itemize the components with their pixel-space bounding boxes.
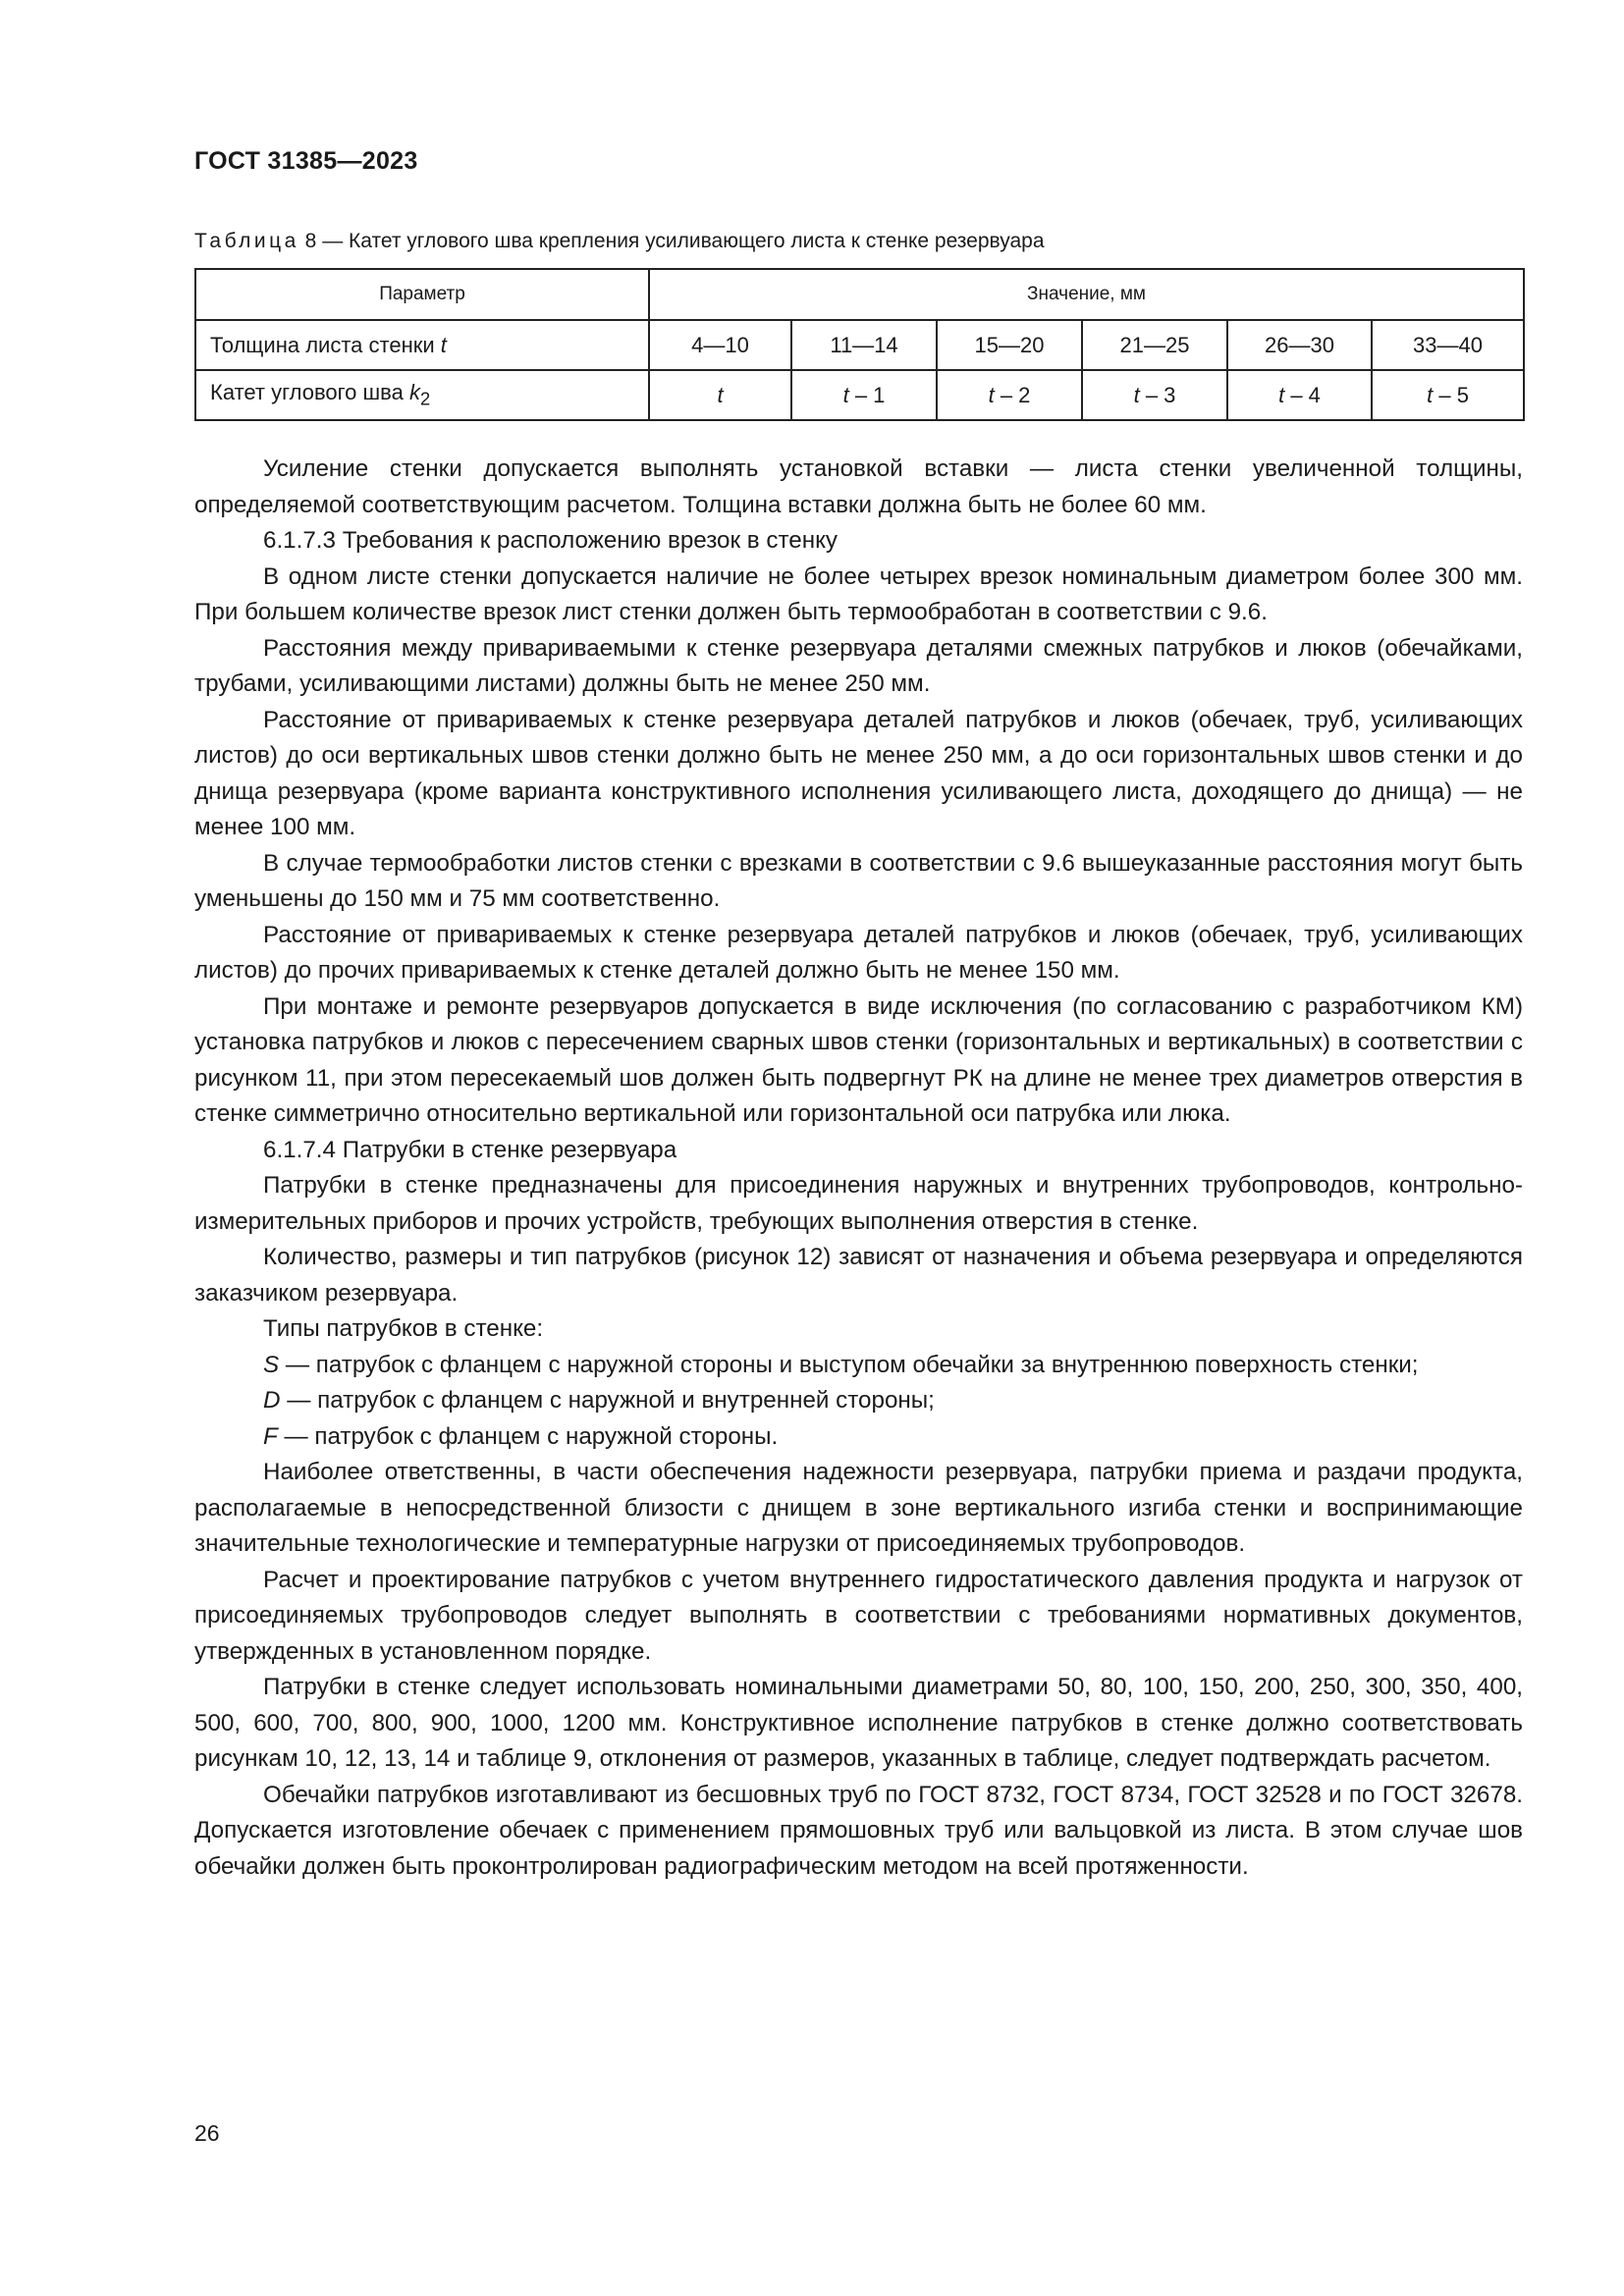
table-cell bbox=[1372, 370, 1524, 420]
list-item bbox=[194, 1419, 1523, 1456]
cell-variable: t bbox=[1278, 382, 1285, 407]
list-item bbox=[194, 1348, 1523, 1384]
table-cell bbox=[791, 370, 937, 420]
paragraph: Патрубки в стенке следует использовать номинальными диаметрами 50, 80, 100, 150, 200, 250, 300, 350, 400, 500, 600, 700, 800, 900, 1000, 1200 мм. Конструктивное исполнение патрубков в стенке должно соответствовать рисункам 10, 12, 13, 14 и таблице 9, отклонения от размеров, указанных в таблице, следует подтверждать расчетом. bbox=[194, 1674, 1523, 1772]
cell-rest: – 4 bbox=[1284, 382, 1321, 407]
paragraph: В случае термообработки листов стенки с врезками в соответствии с 9.6 вышеуказанные расстояния могут быть уменьшены до 150 мм и 75 мм соответственно. bbox=[194, 849, 1523, 912]
table-cell bbox=[1082, 370, 1227, 420]
paragraph: Расстояния между привариваемыми к стенке резервуара деталями смежных патрубков и люков (обечайками, трубами, усиливающими листами) должны быть не менее 250 мм. bbox=[194, 634, 1523, 697]
table-cell bbox=[937, 370, 1082, 420]
table-caption-label: Таблица bbox=[194, 230, 299, 252]
table-cell: 33—40 bbox=[1372, 320, 1524, 370]
paragraph: Патрубки в стенке предназначены для присоединения наружных и внутренних трубопроводов, контрольно-измерительных приборов и прочих устройств, требующих выполнения отверстия в стенке. bbox=[194, 1172, 1523, 1235]
cell-variable: t bbox=[1133, 382, 1140, 407]
cell-variable: t bbox=[988, 382, 995, 407]
table-header-parameter: Параметр bbox=[195, 269, 649, 320]
table-cell-param bbox=[195, 370, 649, 420]
cell-rest: – 5 bbox=[1433, 382, 1469, 407]
type-letter: F bbox=[263, 1422, 278, 1450]
type-description: — патрубок с фланцем с наружной и внутренней стороны; bbox=[280, 1387, 935, 1414]
paragraph: Расстояние от привариваемых к стенке резервуара деталей патрубков и люков (обечаек, труб, усиливающих листов) до прочих привариваемых к стенке деталей должно быть не менее 150 мм. bbox=[194, 921, 1523, 984]
table-row bbox=[195, 320, 1524, 370]
param-variable: t bbox=[440, 332, 447, 357]
paragraph: Обечайки патрубков изготавливают из бесшовных труб по ГОСТ 8732, ГОСТ 8734, ГОСТ 32528 и по ГОСТ 32678. Допускается изготовление обечаек с применением прямошовных труб или вальцовкой из листа. В этом случае шов обечайки должен быть проконтролирован радиографическим методом на всей протяженности. bbox=[194, 1781, 1523, 1880]
paragraph: Расчет и проектирование патрубков с учетом внутреннего гидростатического давления продукта и нагрузок от присоединяемых трубопроводов следует выполнять в соответствии с требованиями нормативных документов, утвержденных в установленном порядке. bbox=[194, 1566, 1523, 1665]
page-number: 26 bbox=[194, 2120, 220, 2146]
list-item bbox=[194, 1383, 1523, 1419]
cell-rest: – 1 bbox=[848, 382, 886, 407]
table-caption-text: 8 — Катет углового шва крепления усиливающего листа к стенке резервуара bbox=[298, 230, 1045, 252]
cell-variable: t bbox=[842, 382, 849, 407]
cell-rest: – 3 bbox=[1139, 382, 1176, 407]
table-cell-param bbox=[195, 320, 649, 370]
param-label: Толщина листа стенки bbox=[210, 332, 441, 357]
table-row bbox=[195, 370, 1524, 420]
param-variable: k bbox=[408, 380, 420, 405]
cell-variable: t bbox=[1427, 382, 1434, 407]
paragraph: Количество, размеры и тип патрубков (рисунок 12) зависят от назначения и объема резервуара и определяются заказчиком резервуара. bbox=[194, 1244, 1523, 1307]
paragraph: Расстояние от привариваемых к стенке резервуара деталей патрубков и люков (обечаек, труб, усиливающих листов) до оси вертикальных швов стенки должно быть не менее 250 мм, а до оси горизонтальных швов стенки и до днища резервуара (кроме варианта конструктивного исполнения усиливающего листа, доходящего до днища) — не менее 100 мм. bbox=[194, 706, 1523, 840]
param-label: Катет углового шва bbox=[210, 380, 409, 405]
weld-leg-table bbox=[194, 268, 1525, 421]
cell-rest: – 2 bbox=[994, 382, 1031, 407]
type-description: — патрубок с фланцем с наружной стороны. bbox=[277, 1422, 779, 1450]
paragraph: Наиболее ответственны, в части обеспечения надежности резервуара, патрубки приема и раздачи продукта, располагаемые в непосредственной близости с днищем в зоне вертикального изгиба стенки и воспринимающие значительные технологические и температурные нагрузки от присоединяемых трубопроводов. bbox=[194, 1459, 1523, 1557]
body-text bbox=[194, 452, 1523, 1885]
param-subscript: 2 bbox=[419, 388, 431, 409]
paragraph: Типы патрубков в стенке: bbox=[263, 1315, 544, 1342]
table-cell: 15—20 bbox=[937, 320, 1082, 370]
paragraph: При монтаже и ремонте резервуаров допускается в виде исключения (по согласованию с разработчиком КМ) установка патрубков и люков с пересечением сварных швов стенки (горизонтальных и вертикальных) в соответствии с рисунком 11, при этом пересекаемый шов должен быть подвергнут РК на длине не менее трех диаметров отверстия в стенке симметрично относительно вертикальной или горизонтальной оси патрубка или люка. bbox=[194, 992, 1523, 1127]
table-cell: 26—30 bbox=[1227, 320, 1372, 370]
table-cell: 21—25 bbox=[1082, 320, 1227, 370]
type-description: — патрубок с фланцем с наружной стороны и выступом обечайки за внутреннюю поверхность стенки; bbox=[279, 1351, 1419, 1378]
paragraph: Усиление стенки допускается выполнять установкой вставки — листа стенки увеличенной толщины, определяемой соответствующим расчетом. Толщина вставки должна быть не более 60 мм. bbox=[194, 455, 1523, 518]
document-header-title: ГОСТ 31385—2023 bbox=[194, 147, 418, 175]
section-heading: 6.1.7.4 Патрубки в стенке резервуара bbox=[263, 1136, 677, 1163]
type-letter: D bbox=[263, 1387, 281, 1414]
cell-variable: t bbox=[717, 382, 724, 407]
type-letter: S bbox=[263, 1351, 280, 1378]
table-cell: 11—14 bbox=[791, 320, 937, 370]
table-caption bbox=[194, 230, 1045, 253]
paragraph: В одном листе стенки допускается наличие не более четырех врезок номинальным диаметром более 300 мм. При большем количестве врезок лист стенки должен быть термообработан в соответствии с 9.6. bbox=[194, 562, 1523, 625]
table-header-value: Значение, мм bbox=[649, 269, 1524, 320]
table-cell bbox=[649, 370, 791, 420]
table-header-row bbox=[195, 269, 1524, 320]
section-heading: 6.1.7.3 Требования к расположению врезок в стенку bbox=[263, 527, 839, 554]
table-cell bbox=[1227, 370, 1372, 420]
table-cell: 4—10 bbox=[649, 320, 791, 370]
